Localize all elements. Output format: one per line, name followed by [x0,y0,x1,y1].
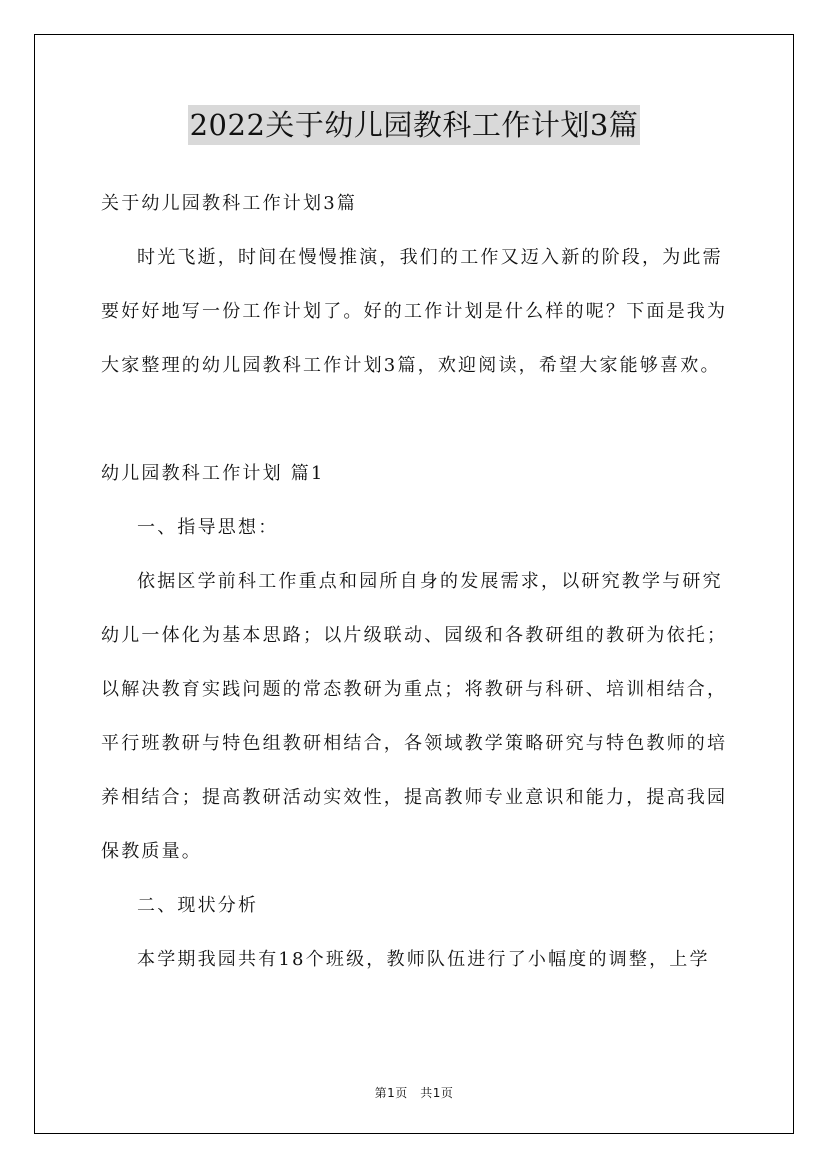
paragraph-guiding-ideology: 依据区学前科工作重点和园所自身的发展需求，以研究教学与研究幼儿一体化为基本思路；以片级联动、园级和各教研组的教研为依托；以解决教育实践问题的常态教研为重点；将教研与科研、培训相结合，平行班教研与特色组教研相结合，各领域教学策略研究与特色教师的培养相结合；提高教研活动实效性，提高教师专业意识和能力，提高我园保教质量。 [101,571,728,862]
intro-paragraph: 时光飞逝，时间在慢慢推演，我们的工作又迈入新的阶段，为此需要好好地写一份工作计划了。好的工作计划是什么样的呢？下面是我为大家整理的幼儿园教科工作计划3篇，欢迎阅读，希望大家能够喜欢。 [101,247,728,376]
heading-guiding-ideology: 一、指导思想： [137,517,279,538]
document-page [34,34,794,1134]
paragraph-status-analysis: 本学期我园共有18个班级，教师队伍进行了小幅度的调整，上学 [137,949,710,970]
document-title: 2022关于幼儿园教科工作计划3篇 [188,105,641,145]
subtitle: 关于幼儿园教科工作计划3篇 [101,193,358,214]
title-area [35,105,793,145]
spacer [101,393,729,447]
document-body [101,177,729,987]
heading-status-analysis: 二、现状分析 [137,895,259,916]
section-title: 幼儿园教科工作计划 篇1 [101,463,325,484]
page-footer: 第1页 共1页 [374,1086,454,1100]
